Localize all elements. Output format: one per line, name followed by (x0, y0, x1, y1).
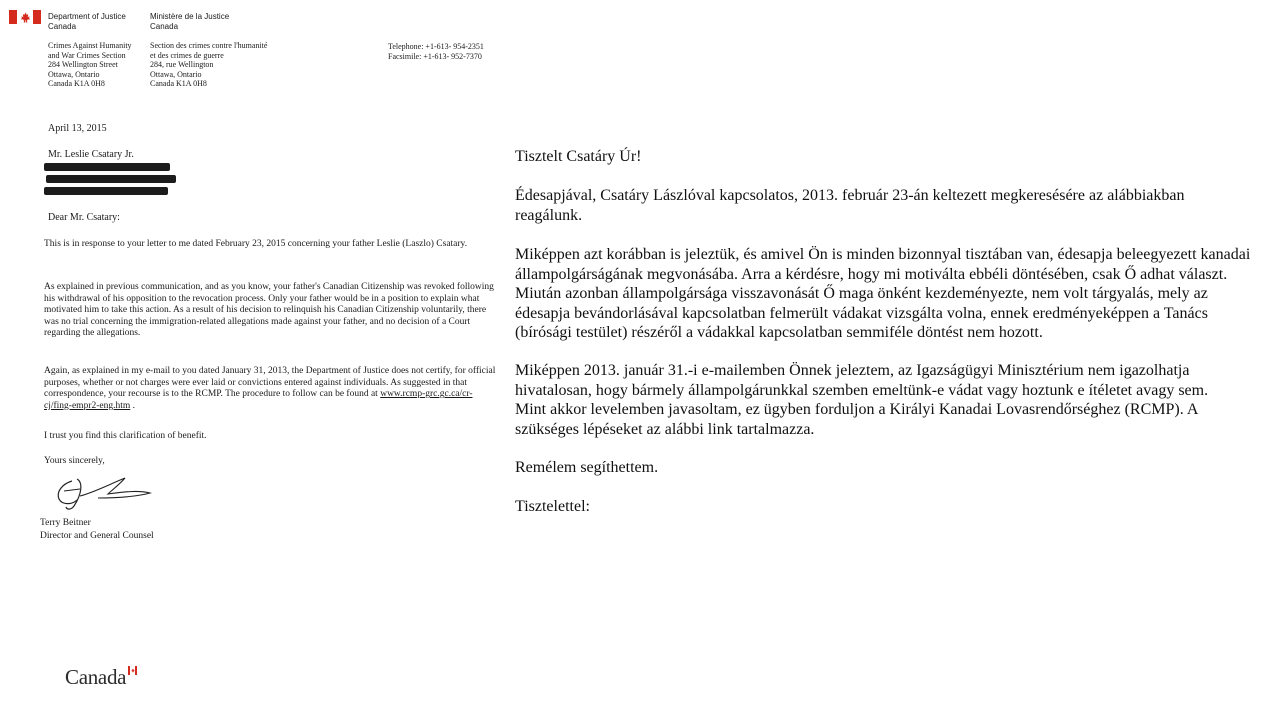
translation-paragraph-3: Miképpen 2013. január 31.-i e-mailemben Önnek jeleztem, az Igazságügyi Minisztérium nem igazolhatja hivatalosan, hogy bármely állampolgárunkkal szemben emeltünk-e vádat vagy hoztunk e ítéletet avagy sem. Mint akkor levelemben javasoltam, ez ügyben forduljon a Királyi Kanadai Lovasrendőrséghez (RCMP). A szükséges lépéseket az alábbi link tartalmazza. (515, 362, 1209, 438)
translation-paragraph-4: Remélem segíthettem. (515, 459, 659, 476)
redacted-address-line (44, 163, 170, 171)
letter-paragraph-2: As explained in previous communication, and as you know, your father's Canadian Citizenship was revoked following his withdrawal of his opposition to the revocation process. Only your father would be in a position to explain what motivated him to take this action. As a result of his decision to relinquish his Canadian Citizenship voluntarily, there was no trial concerning the immigration-related allegations made against your father, and no decision of a Court regarding the allegations. (44, 282, 494, 339)
recipient-name: Mr. Leslie Csatary Jr. (48, 149, 134, 160)
translation-greeting: Tisztelt Csatáry Úr! (515, 148, 642, 165)
telephone-number: Telephone: +1-613- 954-2351 (388, 42, 484, 51)
letter-paragraph-4: I trust you find this clarification of benefit. (44, 431, 207, 441)
translation-paragraph-2: Miképpen azt korábban is jeleztük, és amivel Ön is minden bizonnyal tisztában van, édesapja beleegyezett kanadai állampolgárságának megvonásába. Arra a kérdésre, hogy mi motiválta ebbéli döntésében, csak Ő adhat választ. Miután azonban állampolgársága visszavonását Ő maga önként kezdeményezte, nem volt tárgyalás, mely az édesapja bevándorlásával kapcsolatban felmerült vádakat vizsgálta volna, ennek eredményeképpen a Tanács (bírósági testület) részéről a vádakkal kapcsolatban semmiféle döntést nem hozott. (515, 246, 1251, 341)
signer-title: Director and General Counsel (40, 531, 154, 541)
section-address-fr: Section des crimes contre l'humanité et des crimes de guerre 284, rue Wellington Ottawa, Ontario Canada K1A 0H8 (150, 41, 268, 88)
canada-wordmark (65, 665, 137, 690)
department-name-en: Department of Justice Canada (48, 12, 126, 31)
signer-name: Terry Beitner (40, 518, 91, 528)
rcmp-procedure-link[interactable]: www.rcmp-grc.gc.ca/cr-cj/fing-empr2-eng.htm (44, 389, 473, 411)
salutation: Dear Mr. Csatary: (48, 212, 120, 223)
letter-closing: Yours sincerely, (44, 456, 105, 466)
department-name-fr: Ministère de la Justice Canada (150, 12, 230, 31)
paragraph-3-text: Again, as explained in my e-mail to you dated January 31, 2013, the Department of Justice does not certify, for official purposes, whether or not charges were ever laid or convictions entered against individuals. As suggested in that correspondence, your recourse is to the RCMP. The procedure to follow can be found at (44, 366, 496, 400)
redacted-address-line (44, 187, 168, 195)
paragraph-3-end: . (130, 400, 136, 411)
translation-paragraph-1: Édesapjával, Csatáry Lászlóval kapcsolatos, 2013. február 23-án keltezett megkeresésére az alábbiakban reagálunk. (515, 187, 1185, 224)
letter-date: April 13, 2015 (48, 123, 107, 134)
letter-paragraph-1: This is in response to your letter to me dated February 23, 2015 concerning your father Leslie (Laszlo) Csatary. (44, 239, 468, 249)
letter-paragraph-3 (44, 366, 496, 412)
redacted-address-line (46, 175, 176, 183)
section-address-en: Crimes Against Humanity and War Crimes Section 284 Wellington Street Ottawa, Ontario Canada K1A 0H8 (48, 41, 132, 88)
facsimile-number: Facsimile: +1-613- 952-7370 (388, 52, 482, 61)
signature-image (50, 472, 154, 512)
wordmark-text: Canada (65, 665, 127, 689)
maple-leaf-icon (20, 12, 31, 23)
translation-closing: Tisztelettel: (515, 498, 590, 515)
canada-flag-icon (9, 10, 41, 24)
wordmark-flag-icon (128, 666, 137, 675)
